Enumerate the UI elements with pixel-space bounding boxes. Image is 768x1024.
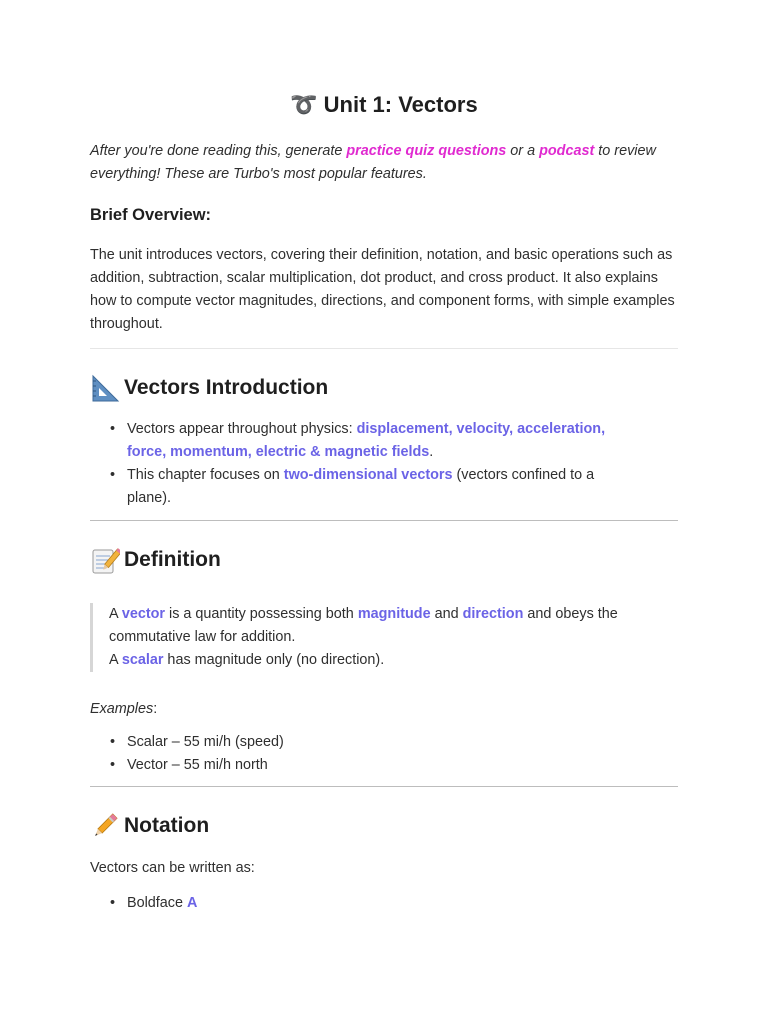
list-item-text: (vectors confined to a plane). <box>127 467 595 506</box>
notation-title: Notation <box>124 814 210 837</box>
list-item-text: Boldface <box>127 895 188 911</box>
section-divider <box>90 520 678 521</box>
triangular-ruler-icon <box>90 373 120 403</box>
definition-heading <box>90 545 221 575</box>
boldface-a-example: A <box>187 895 198 911</box>
practice-quiz-link[interactable]: practice quiz questions <box>346 143 507 159</box>
list-item: • Scalar – 55 mi/h (speed) <box>110 731 610 754</box>
quote-text: A <box>109 606 122 622</box>
list-item-text: Vectors appear throughout physics: <box>127 421 357 437</box>
list-item-text: This chapter focuses on <box>127 467 284 483</box>
intro-text: or a <box>506 143 540 159</box>
brief-overview-heading: Brief Overview: <box>90 206 212 224</box>
list-item-text: . <box>429 444 434 460</box>
examples-colon: : <box>153 701 158 717</box>
vector-definition <box>109 603 669 649</box>
definition-title: Definition <box>124 548 221 571</box>
list-item <box>110 892 610 915</box>
vectors-introduction-heading <box>90 373 328 403</box>
two-dimensional-vectors-highlight: two-dimensional vectors <box>283 467 453 483</box>
curly-loop-icon: ➰ <box>290 92 318 117</box>
quote-text: has magnitude only (no direction). <box>163 652 385 668</box>
section-divider <box>90 786 678 787</box>
magnitude-term: magnitude <box>357 606 431 622</box>
intro-callout <box>90 140 678 186</box>
section-divider <box>90 348 678 349</box>
direction-term: direction <box>462 606 524 622</box>
brief-overview-text: The unit introduces vectors, covering their definition, notation, and basic operations such as addition, subtraction, scalar multiplication, dot product, and cross product. It also explains how to compute vector magnitudes, directions, and component forms, with simple examples throughout. <box>90 247 675 332</box>
quote-text: is a quantity possessing both <box>165 606 358 622</box>
memo-icon <box>90 545 120 575</box>
quote-text: and obeys the commutative law for addition. <box>109 606 618 645</box>
notation-lead: Vectors can be written as: <box>90 860 255 876</box>
notation-list <box>110 892 610 915</box>
podcast-link[interactable]: podcast <box>539 143 595 159</box>
definition-blockquote <box>90 603 669 672</box>
page-title-text: Unit 1: Vectors <box>323 92 478 117</box>
quote-text: A <box>109 652 122 668</box>
list-item: • Vector – 55 mi/h north <box>110 754 610 777</box>
scalar-definition <box>109 649 669 672</box>
pencil-icon <box>90 811 120 841</box>
examples-label <box>90 698 157 721</box>
list-item <box>110 464 610 510</box>
quote-text: and <box>430 606 463 622</box>
intro-text: After you're done reading this, generate <box>90 143 347 159</box>
vector-term: vector <box>121 606 166 622</box>
vectors-introduction-list <box>110 418 610 510</box>
page-title <box>90 92 678 118</box>
notation-heading <box>90 811 209 841</box>
intro-text: to review everything! These are Turbo's most popular features. <box>90 143 656 182</box>
physics-quantities-highlight: displacement, velocity, acceleration, force, momentum, electric & magnetic fields <box>127 421 606 460</box>
list-item <box>110 418 610 464</box>
scalar-term: scalar <box>121 652 164 668</box>
vectors-introduction-title: Vectors Introduction <box>124 376 329 399</box>
examples-list <box>110 731 610 777</box>
examples-label-text: Examples <box>90 701 154 717</box>
